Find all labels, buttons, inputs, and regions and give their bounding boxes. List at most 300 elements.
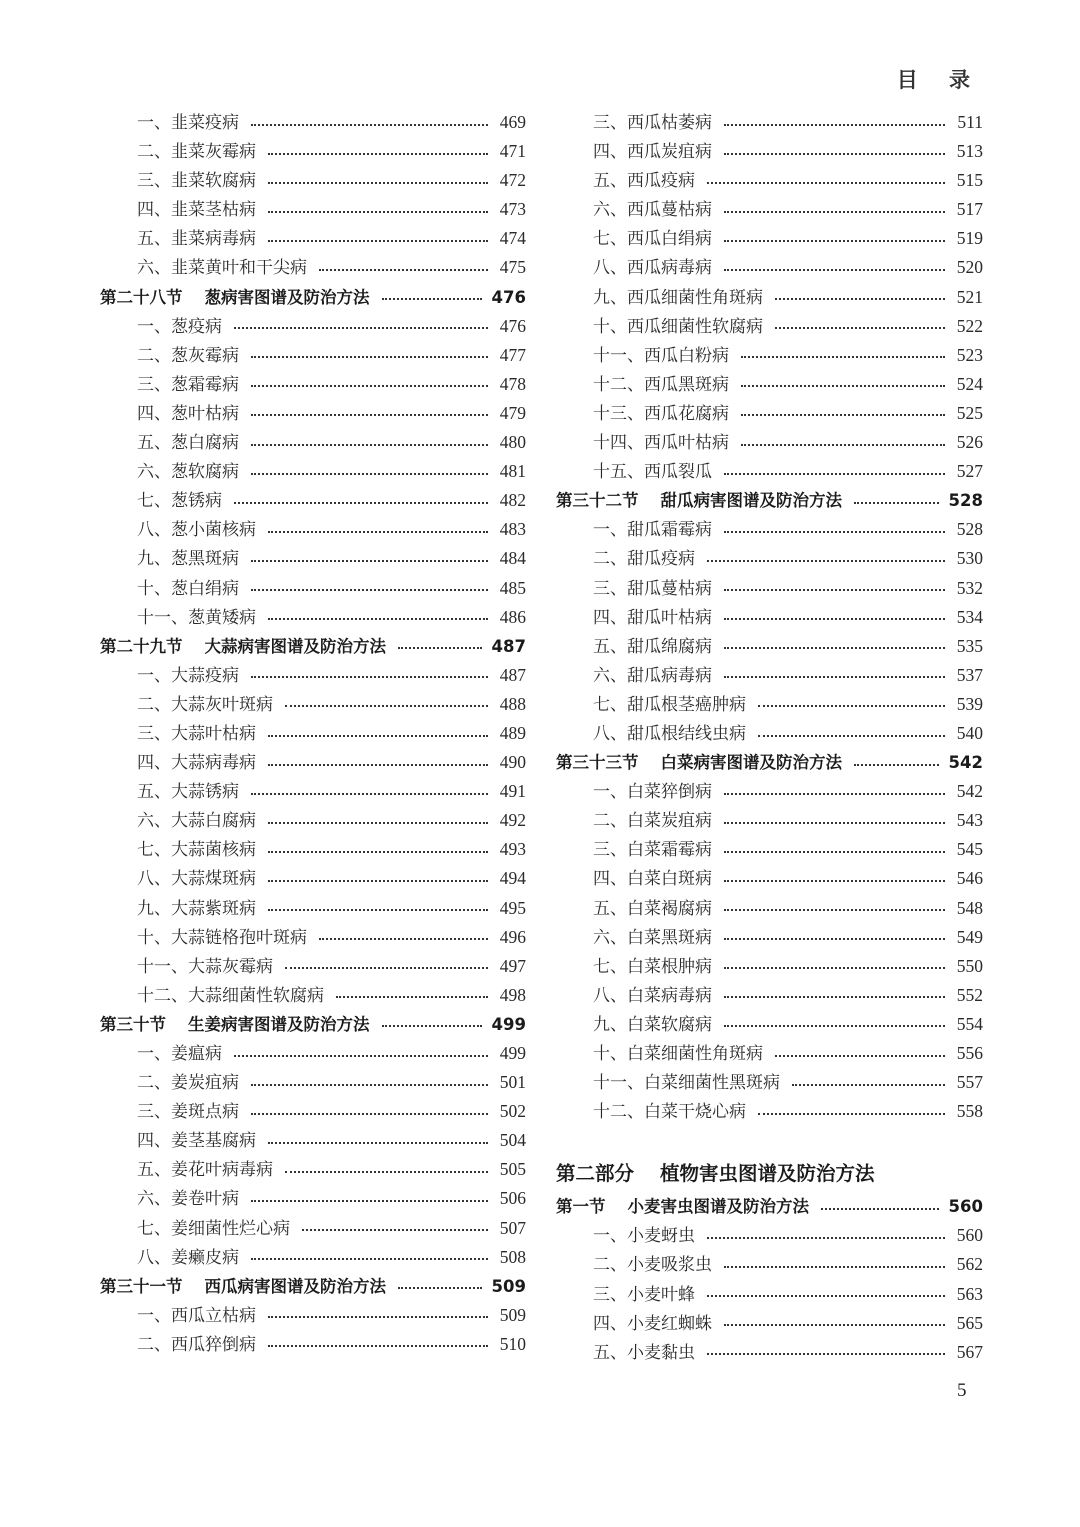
dot-leader [724,938,945,940]
entry-title: 六、韭菜黄叶和干尖病 [137,258,307,279]
dot-leader [724,996,945,998]
toc-section-entry[interactable] [100,1272,526,1301]
section-number: 第三十一节 [100,1276,183,1296]
page-ref: 476 [491,287,526,307]
dot-leader [854,502,939,504]
dot-leader [251,1113,488,1115]
page-ref: 528 [956,519,983,540]
toc-entry[interactable] [556,923,983,952]
page-ref: 504 [499,1130,526,1151]
dot-leader [319,938,488,940]
entry-title: 五、甜瓜绵腐病 [593,636,712,657]
section-title: 西瓜病害图谱及防治方法 [204,1276,386,1296]
toc-entry[interactable] [556,224,983,253]
dot-leader [285,1171,488,1173]
toc-entry[interactable] [100,864,526,893]
section-number: 第二十九节 [100,636,183,656]
page-ref: 537 [956,664,983,685]
toc-entry[interactable] [100,719,526,748]
toc-entry[interactable] [100,690,526,719]
page-ref: 549 [956,926,983,947]
dot-leader [285,705,488,707]
toc-entry[interactable] [100,253,526,282]
dot-leader [707,1353,945,1355]
toc-entry[interactable] [556,864,983,893]
entry-title: 六、西瓜蔓枯病 [593,200,712,221]
page-number: 5 [957,1380,967,1401]
dot-leader [251,473,488,475]
dot-leader [398,647,482,649]
dot-leader [724,1266,945,1268]
toc-entry[interactable] [556,603,983,632]
dot-leader [724,967,945,969]
page-ref: 490 [499,752,526,773]
entry-title: 六、甜瓜病毒病 [593,665,712,686]
page-ref: 507 [499,1217,526,1238]
dot-leader [854,764,939,766]
toc-entry[interactable] [100,1214,526,1243]
entry-title: 七、甜瓜根茎癌肿病 [593,694,746,715]
entry-title: 三、白菜霜霉病 [593,840,712,861]
page-ref: 498 [499,984,526,1005]
entry-title: 八、大蒜煤斑病 [137,869,256,890]
toc-section-entry[interactable] [100,283,526,312]
dot-leader [251,589,488,591]
dot-leader [724,1324,945,1326]
page-ref: 526 [956,432,983,453]
toc-entry[interactable] [556,253,983,282]
toc-entry[interactable] [100,923,526,952]
toc-entry[interactable] [100,428,526,457]
entry-title: 五、姜花叶病毒病 [137,1160,273,1181]
entry-title: 一、西瓜立枯病 [137,1305,256,1326]
dot-leader [251,444,488,446]
dot-leader [268,851,488,853]
page-ref: 550 [956,955,983,976]
toc-entry[interactable] [100,1155,526,1184]
toc-entry[interactable] [556,544,983,573]
page-ref: 471 [499,141,526,162]
page-ref: 475 [499,257,526,278]
dot-leader [251,560,488,562]
page-ref: 540 [956,722,983,743]
toc-entry[interactable] [556,370,983,399]
toc-entry[interactable] [100,661,526,690]
entry-title: 八、葱小菌核病 [137,520,256,541]
entry-title: 十、白菜细菌性角斑病 [593,1044,763,1064]
section-number: 第三十二节 [556,491,639,511]
entry-title: 四、韭菜茎枯病 [137,200,256,221]
page-ref: 562 [956,1254,983,1275]
toc-entry[interactable] [100,195,526,224]
entry-title: 四、大蒜病毒病 [137,753,256,774]
dot-leader [758,735,945,737]
toc-entry[interactable] [556,399,983,428]
dot-leader [775,298,945,300]
dot-leader [724,880,945,882]
toc-entry[interactable] [556,894,983,923]
entry-title: 二、大蒜灰叶斑病 [137,694,273,715]
part-title: 植物害虫图谱及防治方法 [660,1162,875,1186]
dot-leader [251,676,488,678]
toc-entry[interactable] [556,719,983,748]
dot-leader [724,1025,945,1027]
dot-leader [724,124,945,126]
dot-leader [268,764,488,766]
section-number: 第二十八节 [100,287,183,307]
dot-leader [741,385,945,387]
page-ref: 515 [956,170,983,191]
entry-title: 十、大蒜链格孢叶斑病 [137,927,307,948]
dot-leader [724,647,945,649]
toc-entry[interactable] [556,1250,983,1279]
entry-title: 二、白菜炭疽病 [593,811,712,832]
dot-leader [251,1084,488,1086]
page-ref: 510 [499,1333,526,1354]
page-ref: 487 [491,636,526,656]
page-ref: 473 [499,199,526,220]
entry-title: 五、小麦黏虫 [593,1342,695,1363]
entry-title: 二、葱灰霉病 [137,345,239,366]
entry-title: 三、西瓜枯萎病 [593,113,712,133]
dot-leader [398,1287,482,1289]
toc-entry[interactable] [556,1039,983,1068]
toc-entry[interactable] [100,457,526,486]
page-ref: 543 [956,810,983,831]
toc-entry[interactable] [100,544,526,573]
toc-entry[interactable] [100,835,526,864]
page-ref: 558 [956,1101,983,1122]
page-ref: 539 [956,693,983,714]
toc-entry[interactable] [556,108,983,137]
section-title: 大蒜病害图谱及防治方法 [204,636,386,656]
entry-title: 十五、西瓜裂瓜 [593,462,712,483]
entry-title: 四、甜瓜叶枯病 [593,607,712,628]
dot-leader [382,1025,482,1027]
toc-entry[interactable] [100,399,526,428]
entry-title: 一、小麦蚜虫 [593,1226,695,1247]
entry-title: 五、大蒜锈病 [137,782,239,803]
entry-title: 三、韭菜软腐病 [137,171,256,192]
dot-leader [707,1295,945,1297]
dot-leader [251,1200,488,1202]
page-ref: 487 [499,664,526,685]
toc-entry[interactable] [556,981,983,1010]
page-ref: 485 [499,577,526,598]
entry-title: 一、姜瘟病 [137,1044,222,1064]
page-ref: 532 [956,577,983,598]
section-title: 葱病害图谱及防治方法 [204,287,370,307]
entry-title: 六、白菜黑斑病 [593,927,712,948]
toc-entry[interactable] [556,1068,983,1097]
dot-leader [707,560,945,562]
toc-entry[interactable] [100,1039,526,1068]
dot-leader [758,1113,945,1115]
entry-title: 五、葱白腐病 [137,433,239,454]
entry-title: 二、韭菜灰霉病 [137,142,256,163]
toc-entry[interactable] [556,428,983,457]
dot-leader [724,473,945,475]
page-ref: 548 [956,897,983,918]
toc-part-heading[interactable] [556,1156,983,1192]
page-ref: 472 [499,170,526,191]
entry-title: 八、姜癞皮病 [137,1247,239,1268]
entry-title: 四、姜茎基腐病 [137,1131,256,1152]
dot-leader [724,822,945,824]
toc-entry[interactable] [100,137,526,166]
entry-title: 七、姜细菌性烂心病 [137,1218,290,1239]
dot-leader [268,1345,488,1347]
page-ref: 545 [956,839,983,860]
section-number: 第三十三节 [556,753,639,773]
toc-entry[interactable] [100,1243,526,1272]
dot-leader [724,618,945,620]
page-ref: 469 [499,112,526,132]
page-ref: 488 [499,693,526,714]
page-ref: 479 [499,402,526,423]
toc-section-entry[interactable] [556,1192,983,1221]
entry-title: 七、白菜根肿病 [593,956,712,977]
page-ref: 509 [491,1276,526,1296]
toc-entry[interactable] [556,137,983,166]
dot-leader [268,211,488,213]
dot-leader [251,793,488,795]
toc-entry[interactable] [556,632,983,661]
page-ref: 554 [956,1013,983,1034]
entry-title: 三、大蒜叶枯病 [137,723,256,744]
dot-leader [251,385,488,387]
entry-title: 二、姜炭疽病 [137,1073,239,1094]
page-ref: 528 [948,491,983,511]
toc-entry[interactable] [100,603,526,632]
toc-left-column [100,108,526,1359]
toc-entry[interactable] [100,486,526,515]
toc-entry[interactable] [556,1221,983,1250]
section-title: 小麦害虫图谱及防治方法 [627,1197,809,1217]
toc-entry[interactable] [100,1301,526,1330]
entry-title: 一、葱疫病 [137,316,222,337]
page-ref: 506 [499,1188,526,1209]
toc-entry[interactable] [556,457,983,486]
entry-title: 二、小麦吸浆虫 [593,1255,712,1276]
page-ref: 557 [956,1072,983,1093]
toc-entry[interactable] [556,166,983,195]
dot-leader [382,298,482,300]
page-ref: 505 [499,1159,526,1180]
page-ref: 491 [499,781,526,802]
running-header: 目 录 [896,68,982,92]
page-ref: 560 [956,1225,983,1246]
page-ref: 560 [948,1197,983,1217]
toc-entry[interactable] [100,370,526,399]
page-ref: 493 [499,839,526,860]
entry-title: 十一、西瓜白粉病 [593,345,729,366]
page-ref: 497 [499,955,526,976]
toc-entry[interactable] [556,1097,983,1126]
entry-title: 四、葱叶枯病 [137,403,239,424]
entry-title: 七、葱锈病 [137,491,222,512]
toc-entry[interactable] [556,195,983,224]
dot-leader [302,1229,488,1231]
entry-title: 三、葱霜霉病 [137,374,239,395]
toc-entry[interactable] [100,312,526,341]
page-ref: 546 [956,868,983,889]
entry-title: 八、甜瓜根结线虫病 [593,723,746,744]
page-ref: 542 [956,781,983,802]
toc-entry[interactable] [556,341,983,370]
toc-entry[interactable] [556,283,983,312]
page-ref: 552 [956,984,983,1005]
entry-title: 十二、大蒜细菌性软腐病 [137,985,324,1006]
toc-section-entry[interactable] [100,1010,526,1039]
page-ref: 542 [948,753,983,773]
toc-entry[interactable] [556,1309,983,1338]
entry-title: 二、西瓜猝倒病 [137,1334,256,1355]
toc-entry[interactable] [556,777,983,806]
dot-leader [821,1208,939,1210]
dot-leader [268,735,488,737]
dot-leader [268,531,488,533]
toc-section-entry[interactable] [100,632,526,661]
dot-leader [724,851,945,853]
toc-entry[interactable] [100,777,526,806]
toc-entry[interactable] [100,341,526,370]
toc-entry[interactable] [100,748,526,777]
dot-leader [234,502,488,504]
page-ref: 476 [499,315,526,336]
dot-leader [336,996,488,998]
page-ref: 499 [491,1014,526,1034]
page-ref: 499 [499,1043,526,1063]
toc-entry[interactable] [556,312,983,341]
dot-leader [268,822,488,824]
page-ref: 521 [956,286,983,307]
dot-leader [724,589,945,591]
toc-entry[interactable] [556,661,983,690]
dot-leader [251,124,488,126]
toc-entry[interactable] [100,981,526,1010]
toc-entry[interactable] [100,952,526,981]
dot-leader [268,153,488,155]
page-ref: 489 [499,722,526,743]
entry-title: 十一、葱黄矮病 [137,607,256,628]
toc-entry[interactable] [100,515,526,544]
toc-entry[interactable] [100,806,526,835]
entry-title: 五、韭菜病毒病 [137,229,256,250]
dot-leader [724,153,945,155]
entry-title: 十二、西瓜黑斑病 [593,374,729,395]
section-title: 生姜病害图谱及防治方法 [188,1014,370,1034]
dot-leader [707,182,945,184]
page-ref: 477 [499,344,526,365]
page-ref: 524 [956,373,983,394]
toc-entry[interactable] [100,224,526,253]
toc-entry[interactable] [100,1126,526,1155]
entry-title: 十三、西瓜花腐病 [593,403,729,424]
page-ref: 534 [956,606,983,627]
section-title: 甜瓜病害图谱及防治方法 [660,491,842,511]
toc-entry[interactable] [556,574,983,603]
toc-entry[interactable] [100,166,526,195]
dot-leader [234,1055,488,1057]
entry-title: 九、白菜软腐病 [593,1014,712,1035]
toc-right-column [556,108,983,1367]
entry-title: 二、甜瓜疫病 [593,549,695,570]
dot-leader [268,909,488,911]
entry-title: 一、韭菜疫病 [137,113,239,133]
dot-leader [792,1084,945,1086]
dot-leader [285,967,488,969]
page-ref: 481 [499,461,526,482]
page-ref: 483 [499,519,526,540]
toc-entry[interactable] [556,1338,983,1367]
toc-section-entry[interactable] [556,486,983,515]
page-ref: 513 [956,141,983,162]
toc-entry[interactable] [556,806,983,835]
page-ref: 519 [956,228,983,249]
entry-title: 一、甜瓜霜霉病 [593,520,712,541]
page-ref: 517 [956,199,983,220]
page-ref: 482 [499,490,526,511]
toc-entry[interactable] [100,1097,526,1126]
toc-section-entry[interactable] [556,748,983,777]
toc-entry[interactable] [556,690,983,719]
page-ref: 556 [956,1043,983,1063]
entry-title: 三、小麦叶蜂 [593,1284,695,1305]
toc-entry[interactable] [100,1330,526,1359]
toc-entry[interactable] [556,515,983,544]
page-ref: 530 [956,548,983,569]
entry-title: 九、西瓜细菌性角斑病 [593,287,763,308]
page-ref: 511 [957,112,983,132]
toc-entry[interactable] [100,1184,526,1213]
page-ref: 492 [499,810,526,831]
page-ref: 523 [956,344,983,365]
dot-leader [775,327,945,329]
entry-title: 六、大蒜白腐病 [137,811,256,832]
toc-entry[interactable] [100,1068,526,1097]
page-ref: 520 [956,257,983,278]
toc-entry[interactable] [100,894,526,923]
entry-title: 三、甜瓜蔓枯病 [593,578,712,599]
dot-leader [268,1316,488,1318]
toc-entry[interactable] [556,952,983,981]
toc-entry[interactable] [100,574,526,603]
page-ref: 509 [499,1304,526,1325]
toc-entry[interactable] [556,1010,983,1039]
dot-leader [741,356,945,358]
entry-title: 九、大蒜紫斑病 [137,898,256,919]
dot-leader [707,1237,945,1239]
toc-entry[interactable] [556,835,983,864]
entry-title: 五、白菜褐腐病 [593,898,712,919]
dot-leader [741,414,945,416]
dot-leader [268,880,488,882]
entry-title: 十一、白菜细菌性黑斑病 [593,1073,780,1094]
page-ref: 535 [956,635,983,656]
page-ref: 474 [499,228,526,249]
toc-entry[interactable] [556,1280,983,1309]
page-ref: 484 [499,548,526,569]
section-number: 第三十节 [100,1014,166,1034]
dot-leader [234,327,488,329]
entry-title: 一、白菜猝倒病 [593,782,712,803]
entry-title: 八、白菜病毒病 [593,985,712,1006]
dot-leader [724,676,945,678]
toc-entry[interactable] [100,108,526,137]
dot-leader [775,1055,945,1057]
page-ref: 567 [956,1341,983,1362]
